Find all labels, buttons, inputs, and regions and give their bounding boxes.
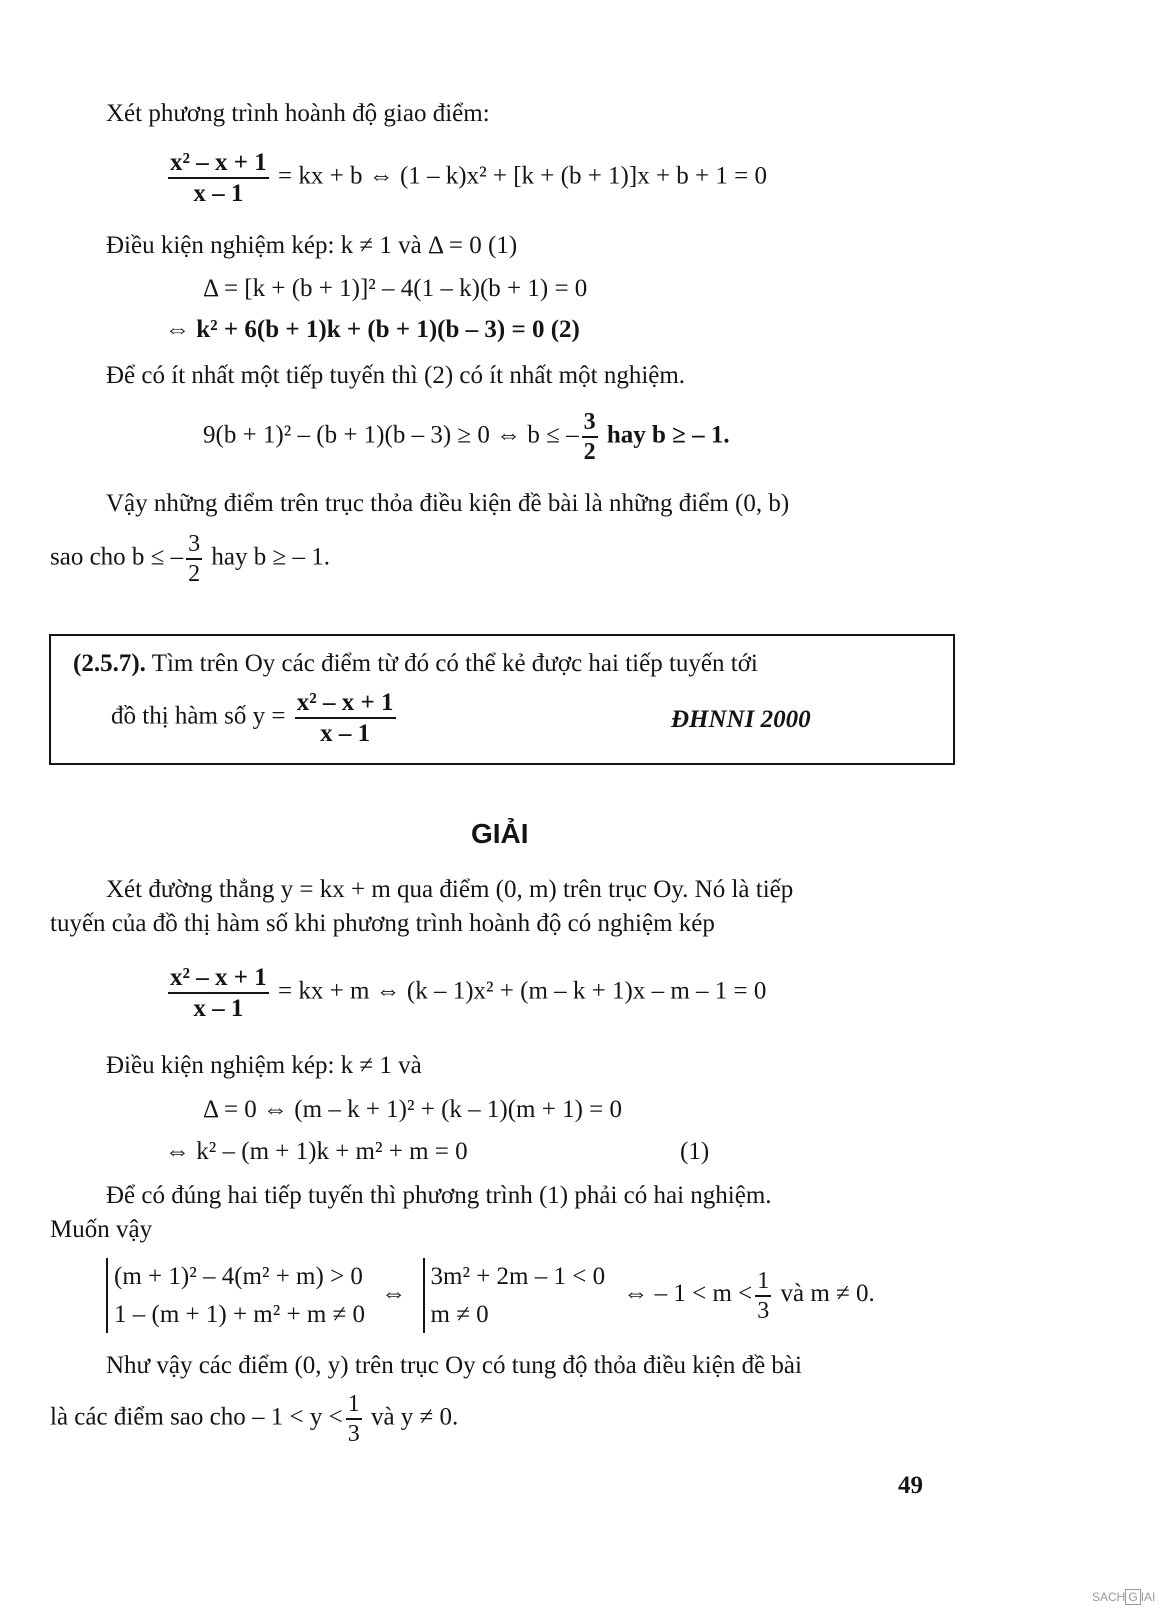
system-2-line-a: 3m² + 2m – 1 < 0	[430, 1263, 606, 1290]
solution-para-1: Xét đường thẳng y = kx + m qua điểm (0, m) trên trục Oy. Nó là tiếp	[106, 876, 794, 903]
system-2	[423, 1258, 606, 1333]
system-2-line-b: m ≠ 0	[430, 1300, 489, 1328]
numerator: 1	[755, 1269, 771, 1297]
numerator: 1	[346, 1392, 362, 1420]
equation-rest: = kx + m ⇔ (k – 1)x² + (m – k + 1)x – m – 1 = 0	[278, 977, 767, 1005]
system-row	[106, 1258, 875, 1333]
problem-text: Tìm trên Oy các điểm từ đó có thể kẻ được hai tiếp tuyến tới	[151, 650, 758, 677]
problem-line-2	[111, 690, 399, 746]
result-right: và m ≠ 0.	[780, 1280, 875, 1308]
conclusion-left: sao cho b ≤ –	[50, 543, 184, 571]
numerator: x² – x + 1	[295, 690, 396, 719]
final-line-2	[50, 1392, 458, 1446]
at-least-text: Để có ít nhất một tiếp tuyến thì (2) có ít nhất một nghiệm.	[106, 362, 686, 389]
problem-line-1	[73, 650, 758, 678]
two-solutions-text: Để có đúng hai tiếp tuyến thì phương trình (1) phải có hai nghiệm.	[106, 1182, 772, 1209]
inequality-line	[203, 410, 730, 464]
denominator: x – 1	[193, 995, 244, 1022]
problem-box	[49, 634, 955, 765]
denominator: x – 1	[320, 720, 371, 747]
equation-2: ⇔ k² + 6(b + 1)k + (b + 1)(b – 3) = 0 (2)	[165, 316, 580, 343]
condition-line: Điều kiện nghiệm kép: k ≠ 1 và Δ = 0 (1)	[106, 232, 518, 259]
equation-1	[165, 150, 767, 206]
solution-equation	[165, 965, 766, 1021]
fraction	[295, 690, 396, 746]
conclusion-line-1: Vậy những điểm trên trục thỏa điều kiện đề bài là những điểm (0, b)	[106, 490, 790, 517]
system-1-line-b: 1 – (m + 1) + m² + m ≠ 0	[114, 1300, 366, 1328]
watermark-left: SACH	[1092, 1590, 1126, 1604]
equation-body: ⇔ k² – (m + 1)k + m² + m = 0	[165, 1138, 468, 1165]
conclusion-right: hay b ≥ – 1.	[211, 543, 330, 571]
fraction	[346, 1392, 362, 1446]
system-1	[106, 1258, 365, 1333]
page-number: 49	[898, 1472, 923, 1499]
muon-vay: Muốn vậy	[50, 1216, 153, 1243]
result-left: ⇔ – 1 < m <	[623, 1280, 753, 1308]
fraction	[168, 965, 269, 1021]
fraction	[582, 410, 598, 464]
equation-rest: = kx + b ⇔ (1 – k)x² + [k + (b + 1)]x + b + 1 = 0	[278, 162, 767, 190]
watermark-mid: G	[1125, 1589, 1140, 1605]
final-line-1: Như vậy các điểm (0, y) trên trục Oy có tung độ thỏa điều kiện đề bài	[106, 1352, 802, 1379]
intro-text: Xét phương trình hoành độ giao điểm:	[106, 100, 490, 127]
fraction	[186, 532, 202, 586]
watermark-logo	[1092, 1590, 1155, 1604]
numerator: 3	[186, 532, 202, 560]
numerator: x² – x + 1	[168, 965, 269, 994]
equation-tag: (1)	[680, 1138, 710, 1165]
watermark-right: IAI	[1140, 1590, 1156, 1604]
problem-number: (2.5.7).	[73, 650, 146, 677]
denominator: 2	[188, 561, 201, 587]
numerator: 3	[582, 410, 598, 438]
solution-para-2: tuyến của đồ thị hàm số khi phương trình hoành độ có nghiệm kép	[50, 910, 715, 937]
denominator: 3	[347, 1421, 360, 1447]
solution-delta: Δ = 0 ⇔ (m – k + 1)² + (k – 1)(m + 1) = 0	[203, 1096, 623, 1123]
inequality-left: 9(b + 1)² – (b + 1)(b – 3) ≥ 0 ⇔ b ≤ –	[203, 421, 579, 449]
solution-heading: GIẢI	[471, 818, 529, 849]
final-left: là các điểm sao cho – 1 < y <	[50, 1403, 343, 1431]
denominator: 2	[583, 439, 596, 465]
equivalence-arrow: ⇔	[381, 1280, 407, 1308]
denominator: x – 1	[193, 180, 244, 207]
problem-source: ĐHNNI 2000	[671, 706, 811, 733]
solution-condition: Điều kiện nghiệm kép: k ≠ 1 và	[106, 1052, 422, 1079]
solution-equation-1	[165, 1138, 468, 1166]
inequality-right: hay b ≥ – 1.	[606, 421, 730, 449]
fraction	[168, 150, 269, 206]
delta-equation: Δ = [k + (b + 1)]² – 4(1 – k)(b + 1) = 0	[203, 275, 588, 302]
system-1-line-a: (m + 1)² – 4(m² + m) > 0	[114, 1263, 363, 1290]
fraction	[755, 1269, 771, 1323]
numerator: x² – x + 1	[168, 150, 269, 179]
final-right: và y ≠ 0.	[370, 1403, 459, 1431]
problem-function-label: đồ thị hàm số y =	[111, 702, 286, 730]
denominator: 3	[757, 1297, 770, 1324]
conclusion-line-2	[50, 532, 330, 586]
